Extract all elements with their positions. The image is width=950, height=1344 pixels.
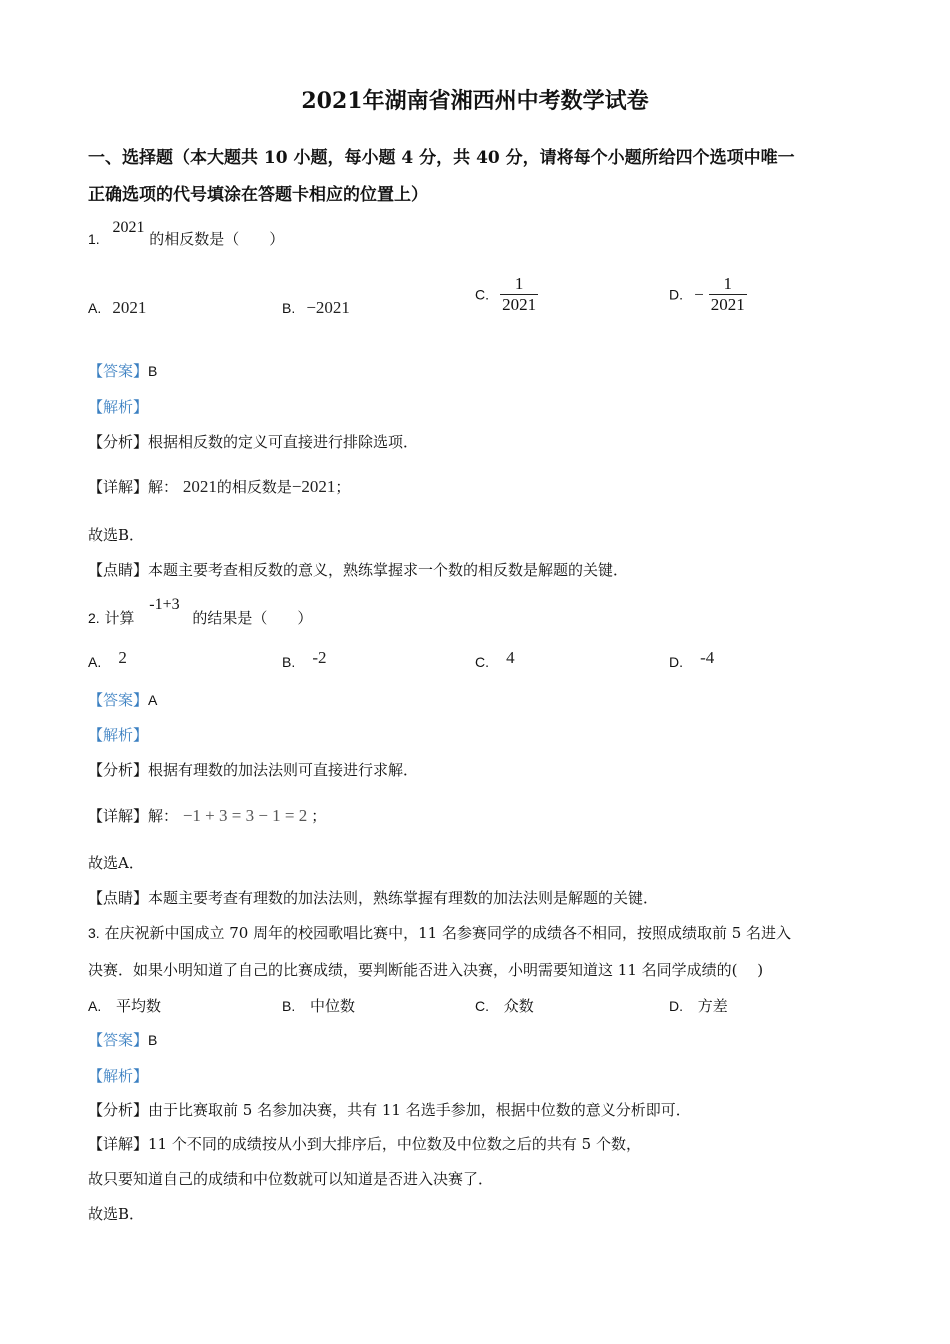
q3-option-b: B. 中位数: [282, 997, 356, 1015]
q1-option-a: A. 2021: [88, 298, 147, 317]
page-title: 2021年湖南省湘西州中考数学试卷: [301, 88, 649, 114]
q1-answer: 【答案】B: [88, 362, 158, 380]
q3-detail-line2: 故只要知道自己的成绩和中位数就可以知道是否进入决赛了．: [88, 1170, 494, 1188]
section-heading-line2: 正确选项的代号填涂在答题卡相应的位置上）: [88, 185, 428, 205]
q2-option-d: D. -4: [669, 648, 715, 670]
q1-option-b: B. −2021: [282, 298, 350, 317]
section-heading-line1: 一、选择题（本大题共 10 小题，每小题 4 分，共 40 分，请将每个小题所给四个选项中唯一: [88, 148, 795, 168]
question-3-line1: 3. 在庆祝新中国成立 70 周年的校园歌唱比赛中，11 名参赛同学的成绩各不相同，按照成绩取前 5 名进入: [88, 924, 792, 942]
q2-answer: 【答案】A: [88, 691, 158, 709]
q3-answer: 【答案】B: [88, 1031, 158, 1049]
q3-detail-line1: 【详解】11 个不同的成绩按从小到大排序后，中位数及中位数之后的共有 5 个数，: [88, 1135, 641, 1153]
q3-analysis-label: 【解析】: [88, 1067, 149, 1085]
question-3-line2: 决赛．如果小明知道了自己的比赛成绩，要判断能否进入决赛，小明需要知道这 11 名同学成绩的( ): [88, 961, 764, 979]
q3-choice: 故选B．: [88, 1205, 145, 1223]
question-1-text: 的相反数是（ ）: [149, 230, 285, 248]
q2-option-a: A. 2: [88, 648, 127, 670]
q1-fenxi: 【分析】根据相反数的定义可直接进行排除选项．: [88, 433, 419, 451]
q3-option-c: C. 众数: [475, 997, 534, 1015]
q3-option-a: A. 平均数: [88, 997, 162, 1015]
question-1-number: 1.: [88, 231, 100, 247]
q1-detail: 【详解】解： 2021的相反数是−2021；: [88, 477, 351, 496]
q2-dianjing: 【点睛】本题主要考查有理数的加法法则，熟练掌握有理数的加法法则是解题的关键．: [88, 889, 659, 907]
question-1-expr: 2021: [112, 219, 145, 236]
q2-option-b: B. -2: [282, 648, 327, 670]
q1-option-c: C. $\frac{1}{2021}$: [475, 274, 537, 314]
fraction: $\frac{1}{2021}$: [710, 274, 745, 314]
q2-option-c: C. 4: [475, 648, 515, 670]
question-1: [88, 219, 285, 249]
q1-option-d: D. − $\frac{1}{2021}$: [669, 274, 745, 314]
q2-analysis-label: 【解析】: [88, 726, 149, 744]
q3-fenxi: 【分析】由于比赛取前 5 名参加决赛，共有 11 名选手参加，根据中位数的意义分析即可．: [88, 1101, 691, 1119]
q2-fenxi: 【分析】根据有理数的加法法则可直接进行求解．: [88, 761, 419, 779]
q1-dianjing: 【点睛】本题主要考查相反数的意义，熟练掌握求一个数的相反数是解题的关键．: [88, 561, 629, 579]
q1-analysis-label: 【解析】: [88, 398, 149, 416]
q3-option-d: D. 方差: [669, 997, 728, 1015]
q2-choice: 故选A．: [88, 854, 144, 872]
question-2: 2. 计算 -1+3 的结果是（ ）: [88, 596, 313, 627]
q1-choice: 故选B．: [88, 526, 145, 544]
q2-detail: 【详解】解： −1 + 3 = 3 − 1 = 2 ；: [88, 806, 327, 825]
fraction: $\frac{1}{2021}$: [502, 274, 537, 314]
